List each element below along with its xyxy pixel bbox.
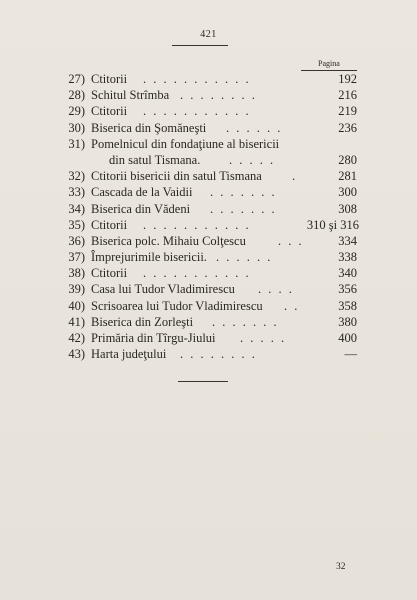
leader-dots: . . (284, 298, 300, 313)
entry-number: 39) (68, 282, 85, 297)
list-item (0, 120, 417, 136)
list-item (0, 265, 417, 281)
entry-page: 356 (338, 282, 357, 297)
leader-dots: . . . . . . (216, 250, 273, 265)
leader-dots: . . . . . . . (212, 314, 279, 329)
entry-number: 35) (68, 217, 85, 232)
leader-dots: . (292, 169, 298, 184)
entry-page: — (344, 347, 357, 362)
list-item (0, 281, 417, 297)
illustration-index-list (0, 71, 417, 362)
list-item (0, 103, 417, 119)
entry-title: Biserica din Zorleşti (91, 314, 194, 329)
leader-dots: . . . . . . . . . . . (143, 72, 251, 86)
leader-dots: . . . . . . (226, 120, 283, 135)
footer-number: 32 (336, 562, 346, 572)
entry-number: 43) (68, 347, 85, 362)
list-item (0, 233, 417, 249)
entry-title: Ctitorii (91, 72, 128, 86)
entry-page: 334 (338, 233, 357, 248)
entry-page: 340 (338, 266, 357, 281)
list-item (0, 314, 417, 330)
entry-number: 33) (68, 185, 85, 200)
leader-dots: . . . . . . . . (180, 347, 257, 362)
list-item (0, 346, 417, 362)
leader-dots: . . . . . (240, 331, 287, 346)
entry-title: Scrisoarea lui Tudor Vladimirescu (91, 298, 263, 313)
entry-number: 42) (68, 331, 85, 346)
entry-number: 37) (68, 250, 85, 265)
entry-title: Casa lui Tudor Vladimirescu (91, 282, 235, 297)
entry-page: 281 (338, 169, 357, 184)
leader-dots: . . . . . . . (210, 201, 277, 216)
leader-dots: . . . . . . . . . . . (143, 217, 251, 232)
entry-title: Ctitorii bisericii din satul Tismana (91, 169, 262, 184)
entry-number: 31) (68, 136, 85, 151)
list-item (0, 330, 417, 346)
entry-title: Împrejurimile bisericii. (91, 250, 207, 265)
entry-number: 30) (68, 120, 85, 135)
end-rule (178, 381, 228, 382)
entry-page: 308 (338, 201, 357, 216)
column-header-pagina: Pagina (318, 59, 340, 68)
leader-dots: . . . . . . . . . . . (143, 266, 251, 281)
page-number: 421 (200, 29, 217, 40)
entry-page: 219 (338, 104, 357, 119)
list-item (0, 249, 417, 265)
entry-title: Biserica din Şomăneşti (91, 120, 207, 135)
list-item (0, 298, 417, 314)
entry-title-line1: Pomelnicul din fondaţiune al bisericii (91, 136, 280, 151)
leader-dots: . . . . . . . . (180, 88, 257, 103)
list-item (0, 184, 417, 200)
leader-dots: . . . (278, 233, 304, 248)
entry-title: Cascada de la Vaidii (91, 185, 193, 200)
entry-page: 338 (338, 250, 357, 265)
leader-dots: . . . . . . . . . . . (143, 104, 251, 119)
entry-title: Ctitorii (91, 104, 128, 119)
entry-number: 34) (68, 201, 85, 216)
header-rule (172, 45, 228, 46)
leader-dots: . . . . . (229, 152, 276, 167)
entry-number: 36) (68, 233, 85, 248)
list-item (0, 168, 417, 184)
entry-title: Harta judeţului (91, 347, 167, 362)
entry-title: Schitul Strîmba (91, 88, 170, 103)
entry-page: 280 (338, 152, 357, 167)
leader-dots: . . . . (258, 282, 294, 297)
entry-page: 310 şi 316 (306, 217, 359, 232)
entry-page: 192 (338, 72, 357, 86)
entry-title: Ctitorii (91, 266, 128, 281)
entry-title-line2: din satul Tismana. (109, 152, 201, 167)
entry-number: 29) (68, 104, 85, 119)
entry-number: 27) (68, 72, 85, 86)
entry-title: Biserica din Vădeni (91, 201, 191, 216)
list-item (0, 201, 417, 217)
entry-number: 41) (68, 314, 85, 329)
list-item (0, 136, 417, 168)
entry-number: 40) (68, 298, 85, 313)
list-item (0, 87, 417, 103)
entry-page: 300 (338, 185, 357, 200)
entry-page: 380 (338, 314, 357, 329)
entry-page: 236 (338, 120, 357, 135)
leader-dots: . . . . . . . (210, 185, 277, 200)
entry-number: 32) (68, 169, 85, 184)
list-item (0, 71, 417, 87)
entry-page: 400 (338, 331, 357, 346)
entry-page: 358 (338, 298, 357, 313)
entry-title: Biserica polc. Mihaiu Colţescu (91, 233, 246, 248)
entry-title: Primăria din Tîrgu-Jiului (91, 331, 216, 346)
entry-title: Ctitorii (91, 217, 128, 232)
entry-number: 28) (68, 88, 85, 103)
list-item (0, 217, 417, 233)
entry-number: 38) (68, 266, 85, 281)
entry-page: 216 (338, 88, 357, 103)
